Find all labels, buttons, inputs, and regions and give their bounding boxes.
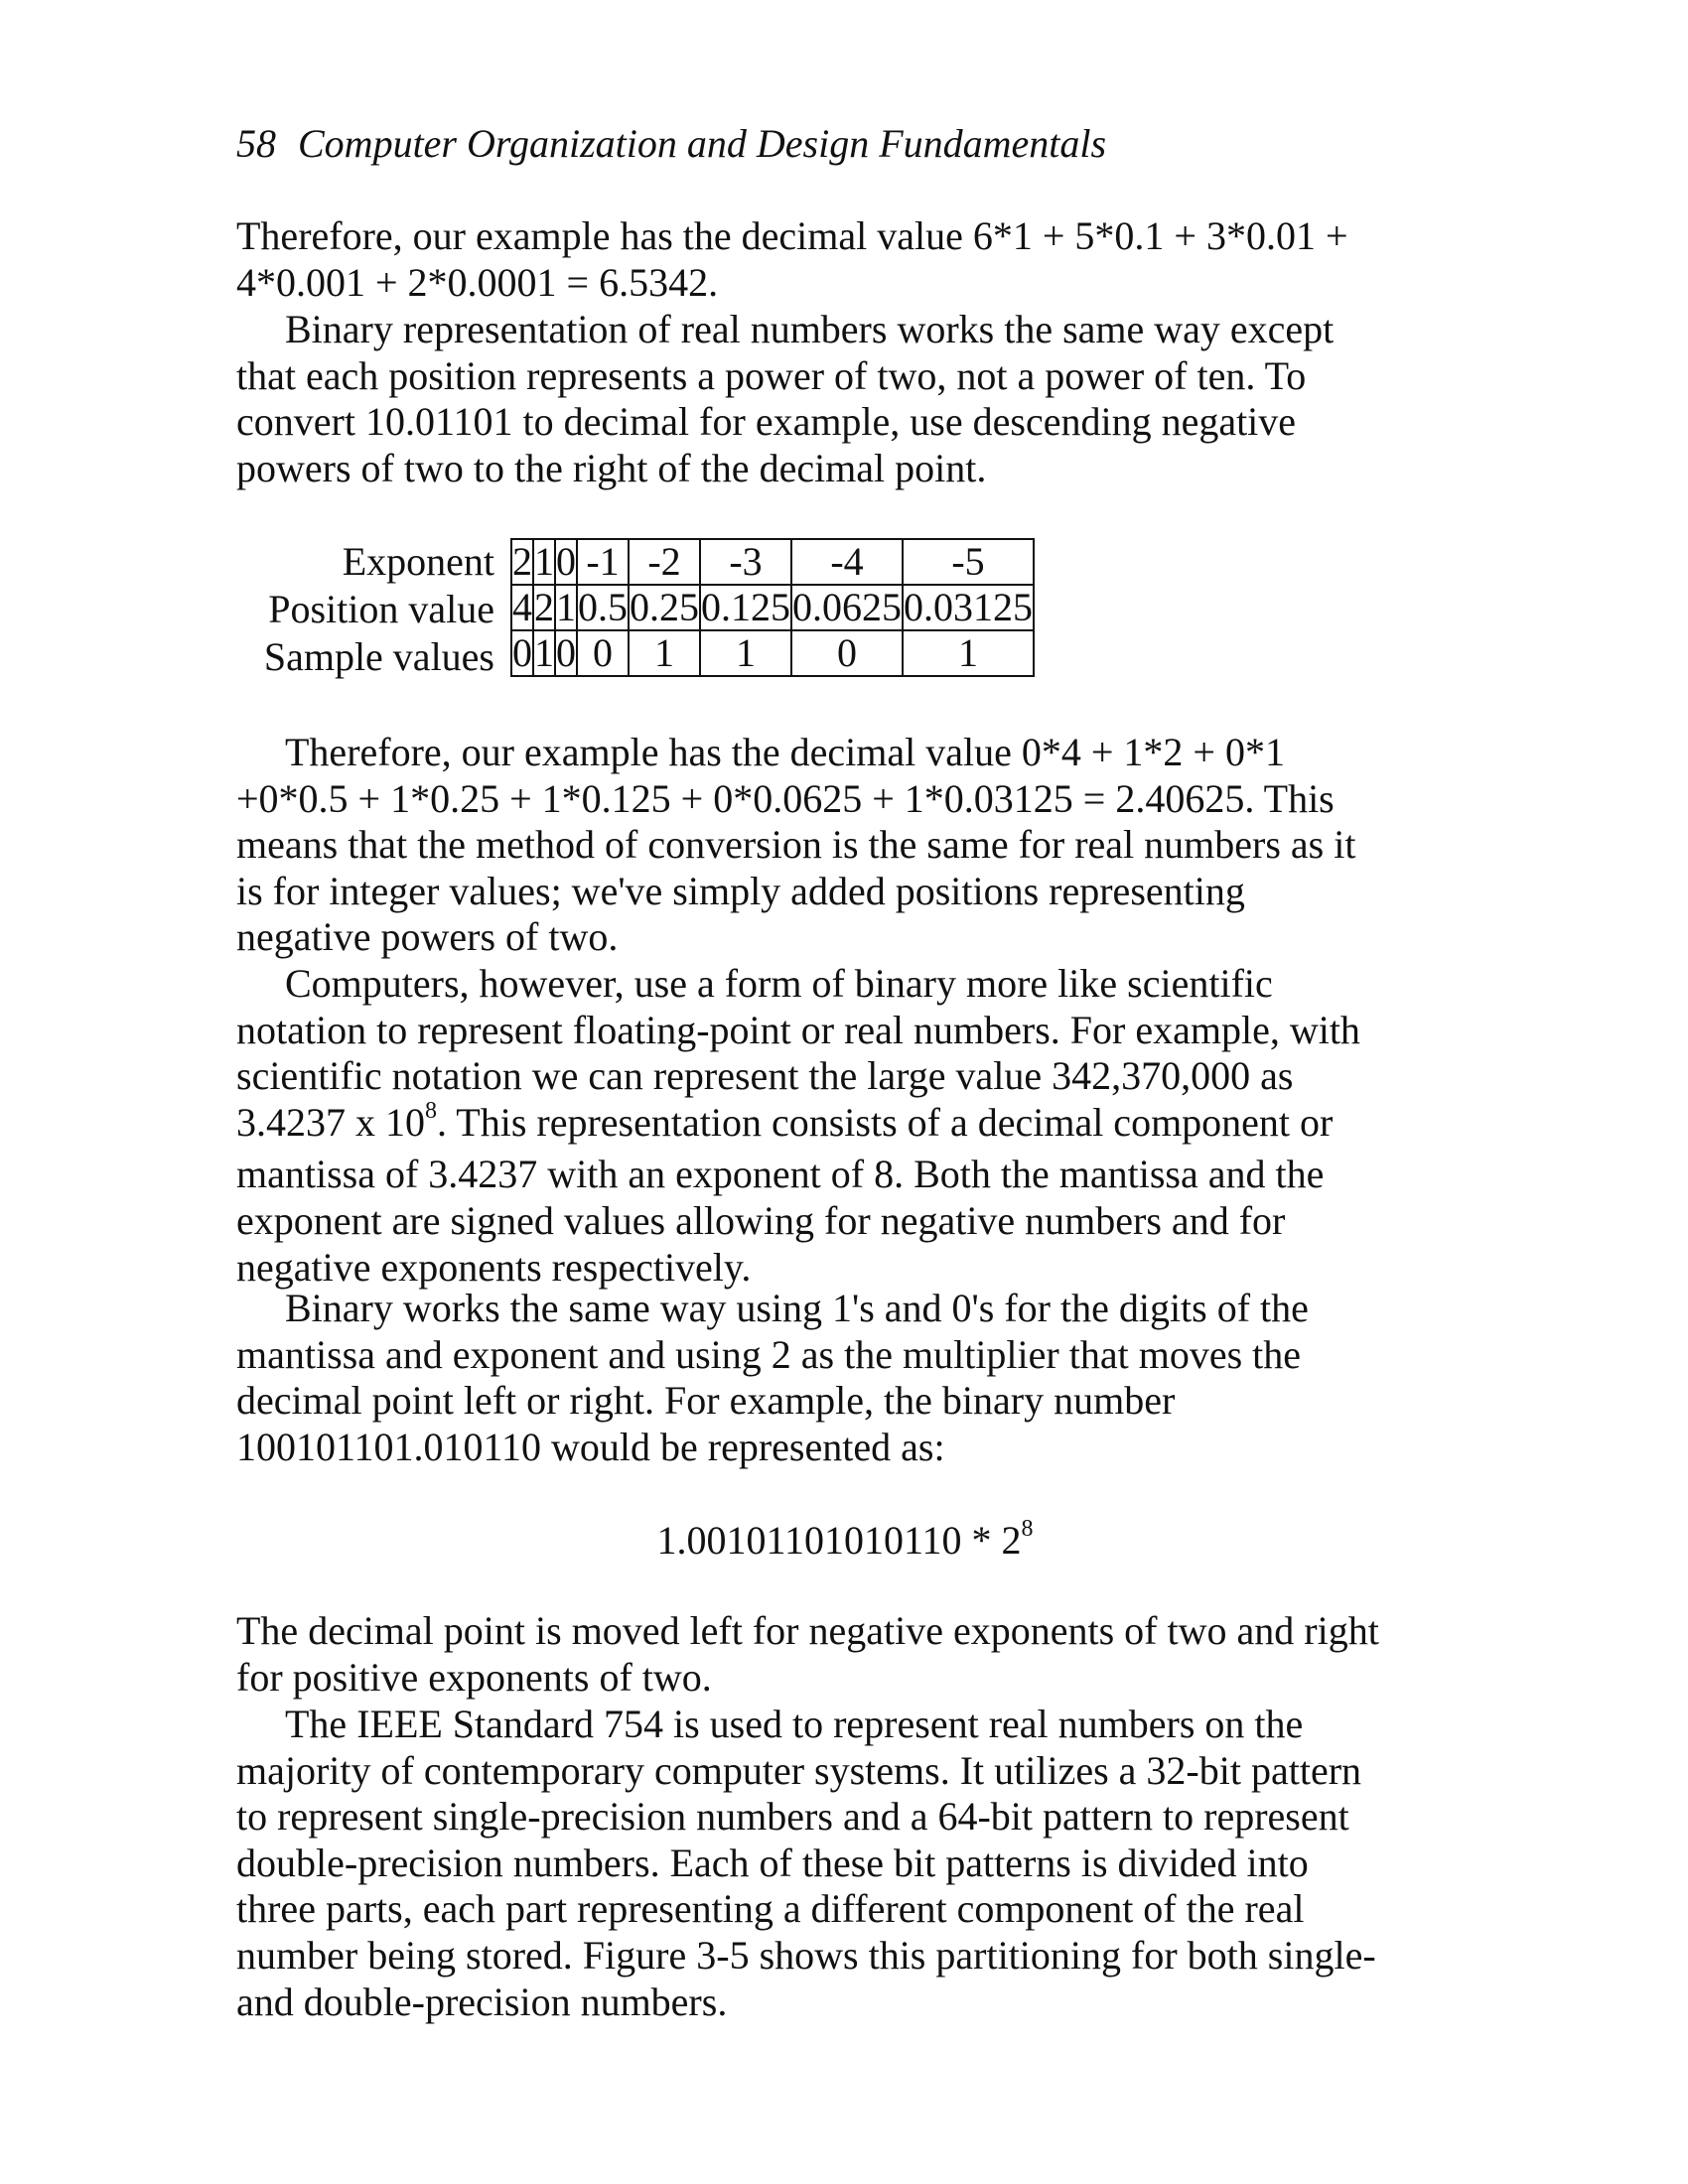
text-line: that each position represents a power of two, not a power of ten. To bbox=[236, 352, 1307, 398]
paragraph-decimal-point bbox=[236, 1608, 1408, 1701]
text-line: negative powers of two. bbox=[236, 914, 619, 960]
text-line: The decimal point is moved left for negative exponents of two and right bbox=[236, 1608, 1379, 1653]
text-line: for positive exponents of two. bbox=[236, 1654, 712, 1700]
table-row-labels bbox=[236, 538, 494, 681]
text-line: +0*0.5 + 1*0.25 + 1*0.125 + 0*0.0625 + 1*0.03125 = 2.40625. This bbox=[236, 775, 1335, 821]
page-number: 58 bbox=[236, 121, 276, 166]
text-line: 100101101.010110 would be represented as: bbox=[236, 1424, 945, 1469]
row-label-exponent: Exponent bbox=[342, 539, 494, 584]
table-cell: 1 bbox=[629, 630, 700, 676]
text-line: negative exponents respectively. bbox=[236, 1244, 752, 1290]
table-cell: 0 bbox=[556, 630, 576, 675]
row-label-sample-values: Sample values bbox=[263, 634, 494, 679]
sci-rest: . This representation consists of a decimal component or bbox=[437, 1099, 1334, 1145]
text-line: powers of two to the right of the decimal point. bbox=[236, 445, 987, 490]
text-line: convert 10.01101 to decimal for example, use descending negative bbox=[236, 399, 1297, 445]
text-line: decimal point left or right. For example, the binary number bbox=[236, 1378, 1176, 1424]
table-cell: 0.125 bbox=[701, 585, 790, 629]
table-cell: 0 bbox=[791, 630, 903, 676]
equation-exponent: 8 bbox=[1021, 1516, 1034, 1542]
sci-base: 3.4237 x 10 bbox=[236, 1099, 425, 1145]
table-cell: 0.03125 bbox=[904, 585, 1033, 629]
table-cell: 0 bbox=[577, 630, 629, 676]
text-line: Therefore, our example has the decimal value 0*4 + 1*2 + 0*1 bbox=[285, 730, 1285, 774]
table-cell: 1 bbox=[903, 630, 1034, 676]
text-line: 4*0.001 + 2*0.0001 = 6.5342. bbox=[236, 259, 719, 305]
paragraph-conversion-result bbox=[236, 730, 1408, 961]
table-cell: 0 bbox=[512, 630, 532, 675]
text-line: number being stored. Figure 3-5 shows this partitioning for both single- bbox=[236, 1932, 1376, 1978]
table-cell: 0.25 bbox=[630, 585, 699, 629]
table-cell: 1 bbox=[700, 630, 791, 676]
values-grid bbox=[510, 538, 1035, 677]
text-line: exponent are signed values allowing for negative numbers and for bbox=[236, 1197, 1286, 1243]
text-line: is for integer values; we've simply added positions representing bbox=[236, 868, 1245, 913]
text-line: mantissa of 3.4237 with an exponent of 8. Both the mantissa and the bbox=[236, 1152, 1325, 1197]
table-cell: -2 bbox=[629, 539, 700, 585]
text-line: mantissa and exponent and using 2 as the multiplier that moves the bbox=[236, 1331, 1302, 1377]
text-line: to represent single-precision numbers and a 64-bit pattern to represent bbox=[236, 1794, 1349, 1840]
text-line: Therefore, our example has the decimal value 6*1 + 5*0.1 + 3*0.01 + bbox=[236, 213, 1348, 258]
row-label-position-value: Position value bbox=[268, 587, 494, 631]
text-line: Binary works the same way using 1's and 0's for the digits of the bbox=[285, 1286, 1309, 1330]
equation-base: 1.00101101010110 * 2 bbox=[656, 1518, 1022, 1563]
table-cell: 1 bbox=[556, 585, 576, 629]
table-cell: -1 bbox=[577, 539, 629, 585]
table-row-position-value bbox=[511, 585, 1034, 630]
text-line: The IEEE Standard 754 is used to represent real numbers on the bbox=[285, 1702, 1304, 1746]
table-cell: -4 bbox=[791, 539, 903, 585]
text-line: means that the method of conversion is the same for real numbers as it bbox=[236, 822, 1356, 868]
text-line-scientific bbox=[236, 1097, 1408, 1153]
text-line: scientific notation we can represent the large value 342,370,000 as bbox=[236, 1053, 1294, 1099]
paragraph-decimal-value bbox=[236, 213, 1408, 306]
table-cell: 2 bbox=[512, 539, 532, 584]
table-row-exponent bbox=[511, 539, 1034, 585]
table-cell: -5 bbox=[903, 539, 1034, 585]
table-cell: 4 bbox=[512, 585, 532, 629]
running-header bbox=[236, 117, 1106, 171]
table-row-sample-values bbox=[511, 630, 1034, 676]
paragraph-binary-mantissa bbox=[236, 1286, 1408, 1470]
binary-equation bbox=[0, 1516, 1688, 1571]
text-line: three parts, each part representing a different component of the real bbox=[236, 1886, 1305, 1932]
table-cell: 1 bbox=[534, 630, 554, 675]
text-line: and double-precision numbers. bbox=[236, 1979, 728, 2024]
paragraph-scientific-notation bbox=[236, 961, 1408, 1291]
table-cell: 0.5 bbox=[578, 585, 628, 629]
table-cell: 2 bbox=[534, 585, 554, 629]
table-cell: 0 bbox=[556, 539, 576, 584]
table-cell: 0.0625 bbox=[792, 585, 902, 629]
text-line: majority of contemporary computer systems. It utilizes a 32-bit pattern bbox=[236, 1747, 1362, 1793]
text-line: notation to represent floating-point or real numbers. For example, with bbox=[236, 1007, 1360, 1052]
paragraph-binary-representation bbox=[236, 307, 1408, 491]
text-line: Computers, however, use a form of binary more like scientific bbox=[285, 961, 1273, 1006]
table-cell: 1 bbox=[534, 539, 554, 584]
book-title: Computer Organization and Design Fundamentals bbox=[298, 121, 1107, 166]
text-line: Binary representation of real numbers works the same way except bbox=[285, 307, 1335, 351]
text-line: double-precision numbers. Each of these bit patterns is divided into bbox=[236, 1840, 1309, 1885]
sci-exponent: 8 bbox=[425, 1097, 437, 1124]
paragraph-ieee-754 bbox=[236, 1702, 1408, 2025]
table-cell: -3 bbox=[700, 539, 791, 585]
